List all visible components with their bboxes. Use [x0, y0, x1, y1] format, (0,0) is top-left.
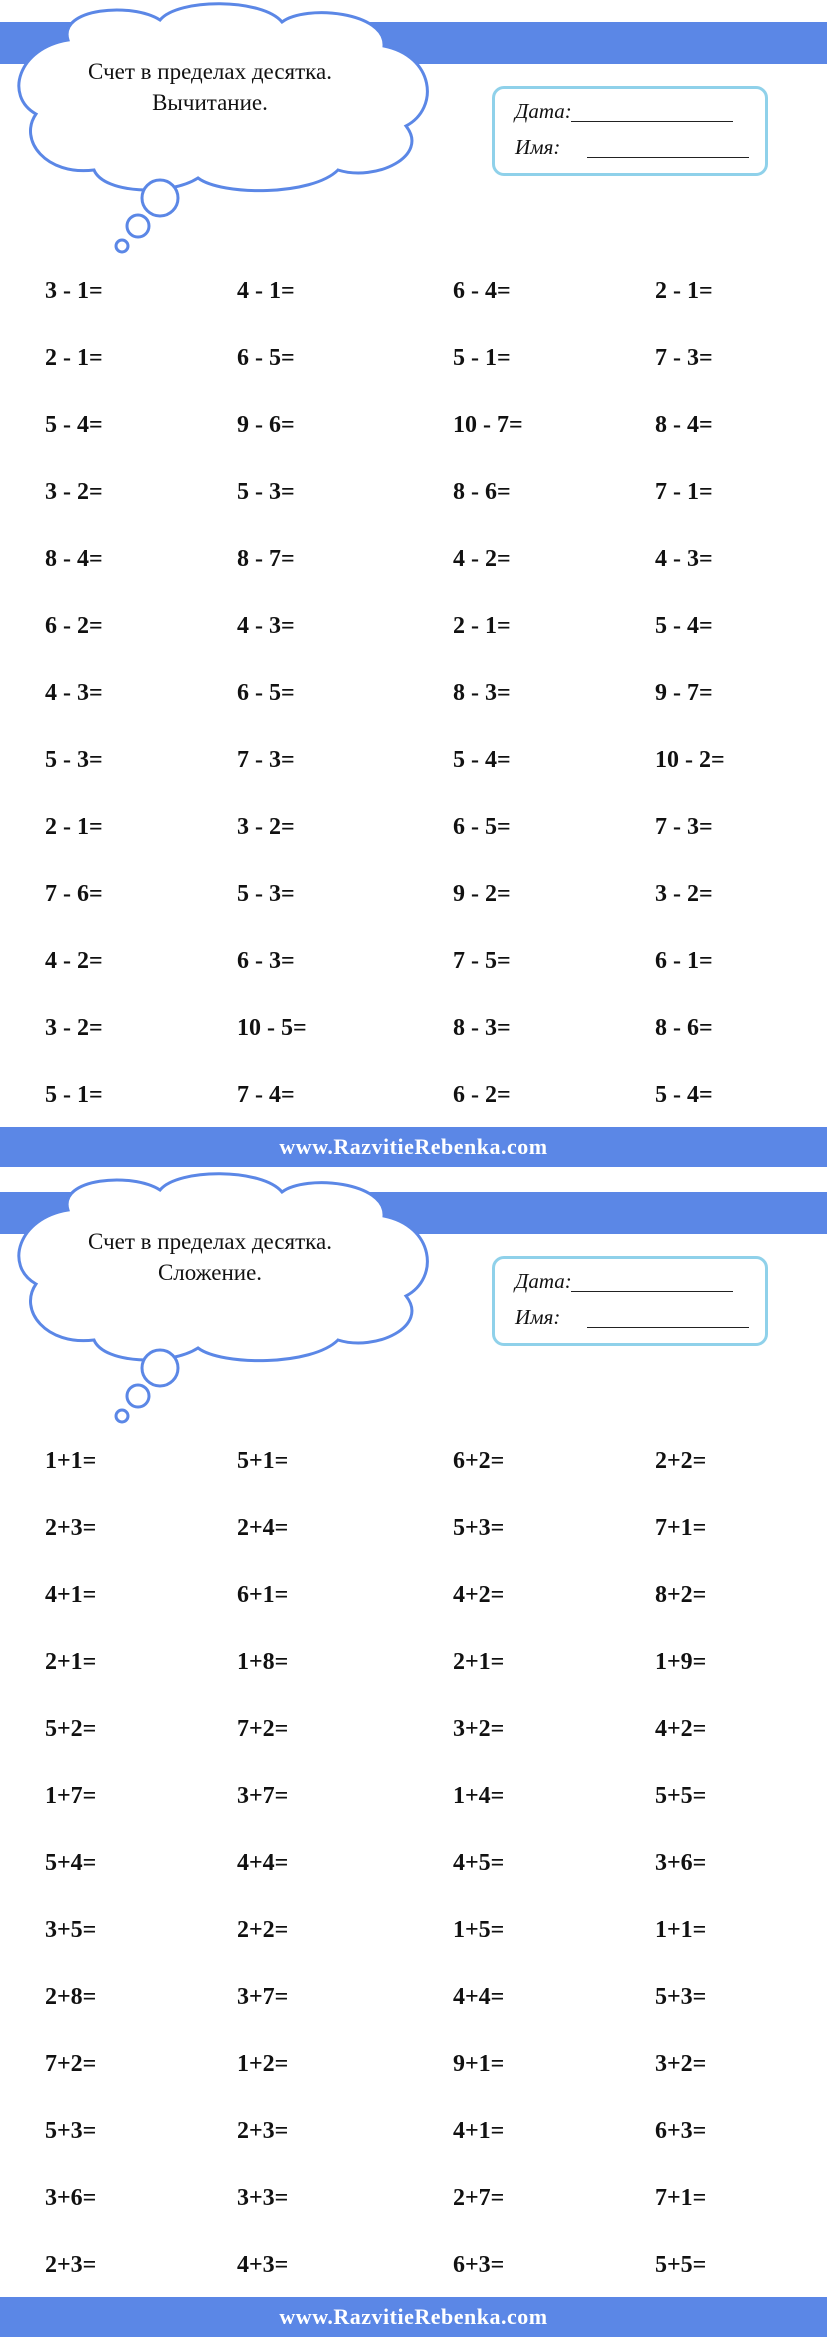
exercise: 8 - 6= — [453, 479, 511, 505]
exercise: 9+1= — [453, 2051, 505, 2077]
exercise: 3+5= — [45, 1917, 97, 1943]
exercise: 5 - 4= — [45, 412, 103, 438]
exercise: 2+3= — [237, 2118, 289, 2144]
exercise: 3 - 2= — [45, 1015, 103, 1041]
exercise: 2 - 1= — [45, 814, 103, 840]
exercise: 6 - 2= — [453, 1082, 511, 1108]
exercise: 3 - 2= — [45, 479, 103, 505]
title-line-2: Сложение. — [157, 1260, 263, 1285]
exercise: 7+1= — [655, 1515, 707, 1541]
exercise: 7 - 3= — [655, 814, 713, 840]
exercise: 3 - 2= — [237, 814, 295, 840]
exercise: 6+2= — [453, 1448, 505, 1474]
exercise: 4+4= — [237, 1850, 289, 1876]
exercise: 8 - 4= — [45, 546, 103, 572]
exercise: 2+1= — [45, 1649, 97, 1675]
exercise: 8 - 3= — [453, 1015, 511, 1041]
exercise: 3+7= — [237, 1783, 289, 1809]
date-label: Дата: — [515, 99, 572, 123]
exercise: 2+7= — [453, 2185, 505, 2211]
exercise: 5+3= — [453, 1515, 505, 1541]
exercise: 8 - 7= — [237, 546, 295, 572]
exercise: 5+1= — [237, 1448, 289, 1474]
exercise: 5 - 4= — [655, 613, 713, 639]
exercise: 5 - 3= — [237, 881, 295, 907]
exercise: 9 - 2= — [453, 881, 511, 907]
exercise: 1+7= — [45, 1783, 97, 1809]
exercise: 6 - 5= — [237, 345, 295, 371]
exercise: 1+8= — [237, 1649, 289, 1675]
exercise: 2+2= — [237, 1917, 289, 1943]
exercise: 1+9= — [655, 1649, 707, 1675]
exercise: 2 - 1= — [453, 613, 511, 639]
exercise: 4+4= — [453, 1984, 505, 2010]
name-label: Имя: — [515, 135, 561, 159]
date-name-box — [492, 86, 768, 176]
worksheet-subtraction — [0, 0, 827, 1169]
exercise: 5 - 4= — [655, 1082, 713, 1108]
name-row — [515, 135, 560, 160]
name-label: Имя: — [515, 1305, 561, 1329]
exercise: 5 - 3= — [45, 747, 103, 773]
exercise: 4 - 1= — [237, 278, 295, 304]
exercise: 7+2= — [45, 2051, 97, 2077]
exercise: 7+2= — [237, 1716, 289, 1742]
name-row — [515, 1305, 560, 1330]
exercise: 7 - 5= — [453, 948, 511, 974]
exercise: 7 - 6= — [45, 881, 103, 907]
exercise: 5 - 1= — [453, 345, 511, 371]
exercise: 10 - 5= — [237, 1015, 307, 1041]
exercise: 7 - 4= — [237, 1082, 295, 1108]
exercise: 5+5= — [655, 1783, 707, 1809]
exercise: 7 - 3= — [655, 345, 713, 371]
exercise: 9 - 6= — [237, 412, 295, 438]
exercise-grid — [45, 268, 805, 1139]
worksheet-title — [60, 1226, 360, 1288]
exercise: 1+4= — [453, 1783, 505, 1809]
date-row — [515, 1269, 572, 1294]
exercise: 3 - 1= — [45, 278, 103, 304]
title-line-1: Счет в пределах десятка. — [88, 59, 332, 84]
exercise: 3+6= — [45, 2185, 97, 2211]
exercise: 4 - 2= — [453, 546, 511, 572]
site-url: www.RazvitieRebenka.com — [279, 2304, 548, 2329]
exercise: 5 - 3= — [237, 479, 295, 505]
thought-cloud-icon — [0, 0, 450, 260]
footer-banner — [0, 2297, 827, 2337]
exercise: 2+4= — [237, 1515, 289, 1541]
exercise: 3 - 2= — [655, 881, 713, 907]
exercise: 5+3= — [45, 2118, 97, 2144]
exercise: 3+7= — [237, 1984, 289, 2010]
date-row — [515, 99, 572, 124]
worksheet-title — [60, 56, 360, 118]
exercise: 1+1= — [45, 1448, 97, 1474]
exercise: 6 - 5= — [237, 680, 295, 706]
exercise: 4+5= — [453, 1850, 505, 1876]
exercise: 5 - 4= — [453, 747, 511, 773]
exercise: 2+3= — [45, 1515, 97, 1541]
exercise: 4+3= — [237, 2252, 289, 2278]
exercise: 8 - 3= — [453, 680, 511, 706]
exercise: 8+2= — [655, 1582, 707, 1608]
exercise: 3+2= — [655, 2051, 707, 2077]
exercise: 6 - 3= — [237, 948, 295, 974]
exercise: 9 - 7= — [655, 680, 713, 706]
exercise: 4 - 3= — [655, 546, 713, 572]
exercise: 5+4= — [45, 1850, 97, 1876]
exercise: 1+2= — [237, 2051, 289, 2077]
exercise: 4+1= — [453, 2118, 505, 2144]
exercise: 1+5= — [453, 1917, 505, 1943]
exercise: 4+2= — [453, 1582, 505, 1608]
exercise: 4 - 3= — [237, 613, 295, 639]
exercise: 10 - 7= — [453, 412, 523, 438]
exercise: 5+3= — [655, 1984, 707, 2010]
exercise: 8 - 6= — [655, 1015, 713, 1041]
name-blank-line[interactable] — [587, 157, 749, 158]
title-line-2: Вычитание. — [152, 90, 268, 115]
exercise: 2+1= — [453, 1649, 505, 1675]
exercise: 2+2= — [655, 1448, 707, 1474]
site-url: www.RazvitieRebenka.com — [279, 1134, 548, 1159]
date-blank-line[interactable] — [571, 1291, 733, 1292]
date-name-box — [492, 1256, 768, 1346]
exercise: 8 - 4= — [655, 412, 713, 438]
exercise: 6 - 1= — [655, 948, 713, 974]
date-blank-line[interactable] — [571, 121, 733, 122]
title-line-1: Счет в пределах десятка. — [88, 1229, 332, 1254]
exercise: 5+2= — [45, 1716, 97, 1742]
exercise: 2 - 1= — [655, 278, 713, 304]
exercise: 6+3= — [655, 2118, 707, 2144]
exercise: 1+1= — [655, 1917, 707, 1943]
exercise: 7 - 3= — [237, 747, 295, 773]
exercise: 3+3= — [237, 2185, 289, 2211]
exercise: 3+2= — [453, 1716, 505, 1742]
exercise: 2 - 1= — [45, 345, 103, 371]
exercise: 6+1= — [237, 1582, 289, 1608]
exercise: 10 - 2= — [655, 747, 725, 773]
worksheet-addition — [0, 1170, 827, 2339]
exercise-grid — [45, 1438, 805, 2309]
exercise: 6 - 5= — [453, 814, 511, 840]
exercise: 4 - 2= — [45, 948, 103, 974]
exercise: 6 - 4= — [453, 278, 511, 304]
name-blank-line[interactable] — [587, 1327, 749, 1328]
exercise: 4+1= — [45, 1582, 97, 1608]
exercise: 5 - 1= — [45, 1082, 103, 1108]
date-label: Дата: — [515, 1269, 572, 1293]
thought-cloud-icon — [0, 1170, 450, 1430]
exercise: 6+3= — [453, 2252, 505, 2278]
exercise: 2+3= — [45, 2252, 97, 2278]
exercise: 3+6= — [655, 1850, 707, 1876]
exercise: 4+2= — [655, 1716, 707, 1742]
exercise: 5+5= — [655, 2252, 707, 2278]
exercise: 7 - 1= — [655, 479, 713, 505]
exercise: 7+1= — [655, 2185, 707, 2211]
footer-banner — [0, 1127, 827, 1167]
exercise: 2+8= — [45, 1984, 97, 2010]
exercise: 4 - 3= — [45, 680, 103, 706]
exercise: 6 - 2= — [45, 613, 103, 639]
